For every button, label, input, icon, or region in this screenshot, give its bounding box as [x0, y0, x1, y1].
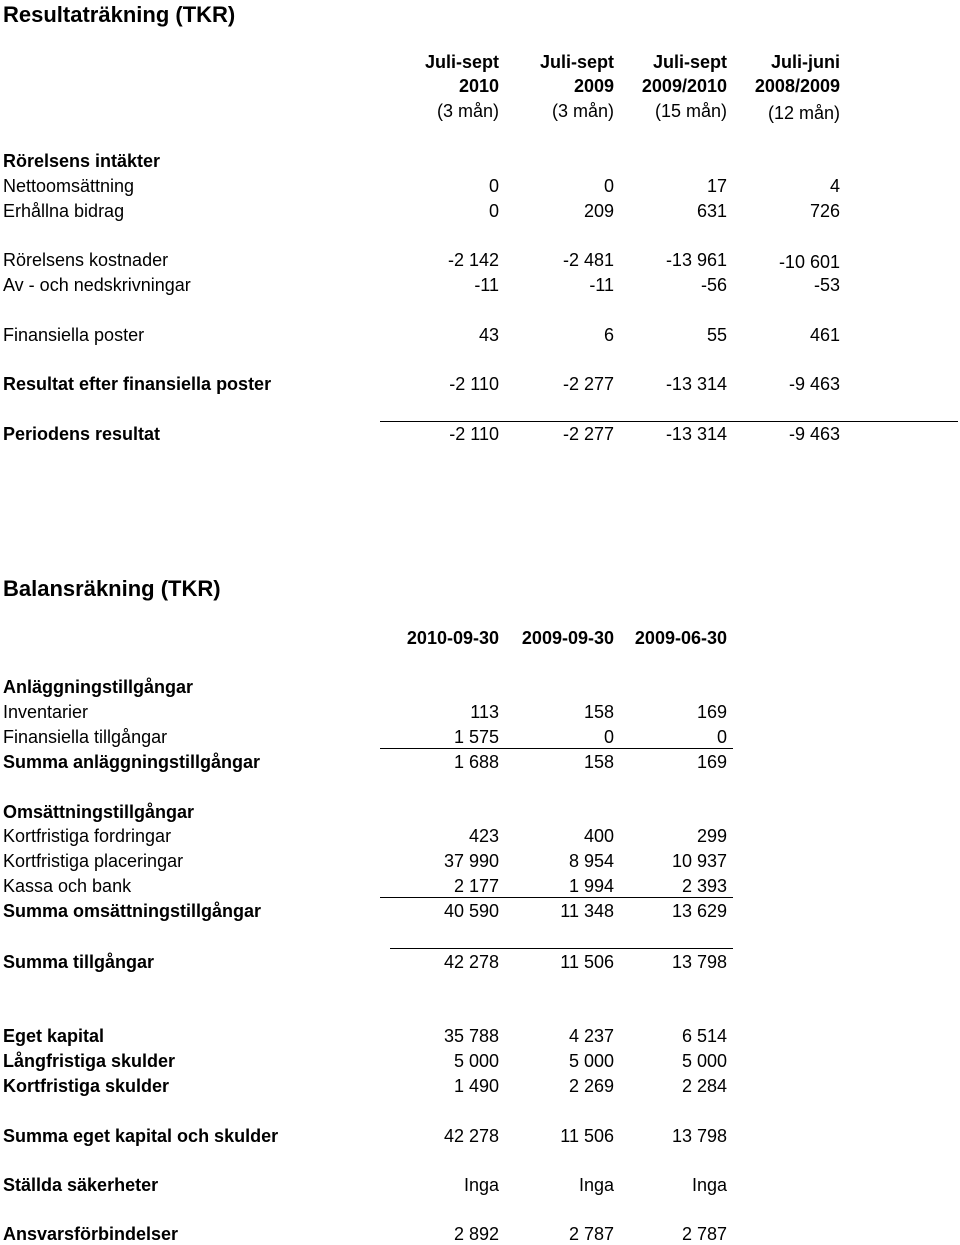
row-value: 1 994: [568, 876, 614, 896]
column-date: 2009-06-30: [634, 628, 727, 648]
row-value: -10 601: [778, 252, 840, 272]
section-label: Omsättningstillgångar: [3, 802, 195, 822]
row-value: 0: [488, 176, 499, 196]
row-value: Inga: [463, 1175, 499, 1195]
row-value: 169: [696, 702, 727, 722]
row-label: Finansiella tillgångar: [3, 727, 168, 747]
row-value: 55: [706, 325, 727, 345]
row-value: 0: [603, 176, 614, 196]
row-label: Kortfristiga skulder: [3, 1076, 170, 1096]
row-value: 1 490: [453, 1076, 499, 1096]
row-label: Summa tillgångar: [3, 952, 155, 972]
row-label: Resultat efter finansiella poster: [3, 374, 272, 394]
column-date: 2009-09-30: [521, 628, 614, 648]
row-value: -56: [700, 275, 727, 295]
row-label: Ställda säkerheter: [3, 1175, 159, 1195]
column-year: 2009/2010: [641, 76, 727, 96]
row-value: 11 506: [560, 952, 614, 972]
row-label: Kassa och bank: [3, 876, 132, 896]
row-label: Inventarier: [3, 702, 89, 722]
row-value: 423: [468, 826, 499, 846]
row-value: 400: [583, 826, 614, 846]
row-value: 2 177: [453, 876, 499, 896]
row-value: -11: [474, 275, 499, 295]
row-label: Summa omsättningstillgångar: [3, 901, 262, 921]
column-period: Juli-sept: [539, 52, 614, 72]
row-value: 5 000: [568, 1051, 614, 1071]
row-value: -13 961: [665, 250, 727, 270]
row-value: 11 506: [560, 1126, 614, 1146]
row-value: 42 278: [443, 1126, 499, 1146]
row-value: 169: [696, 752, 727, 772]
row-label: Kortfristiga placeringar: [3, 851, 184, 871]
total-rule: [380, 421, 958, 422]
row-value: -2 110: [449, 374, 499, 394]
row-value: -2 277: [562, 374, 614, 394]
subtotal-rule: [380, 748, 733, 749]
column-period: Juli-juni: [771, 52, 840, 72]
row-label: Eget kapital: [3, 1026, 105, 1046]
row-label: Ansvarsförbindelser: [3, 1224, 179, 1244]
section-label: Rörelsens intäkter: [3, 151, 161, 171]
row-value: -13 314: [665, 424, 727, 444]
row-value: 37 990: [443, 851, 499, 871]
row-label: Rörelsens kostnader: [3, 250, 169, 270]
row-value: 40 590: [443, 901, 499, 921]
row-value: 113: [470, 702, 499, 722]
row-value: 1 575: [453, 727, 499, 747]
row-value: -9 463: [788, 424, 840, 444]
column-year: 2010: [458, 76, 499, 96]
row-value: 0: [488, 201, 499, 221]
row-value: 8 954: [568, 851, 614, 871]
row-value: 2 269: [568, 1076, 614, 1096]
row-value: 43: [478, 325, 499, 345]
row-label: Summa eget kapital och skulder: [3, 1126, 279, 1146]
row-value: -2 277: [562, 424, 614, 444]
total-rule: [390, 948, 733, 949]
column-period: Juli-sept: [652, 52, 727, 72]
row-value: 13 798: [671, 1126, 727, 1146]
row-value: 4: [829, 176, 840, 196]
row-value: 6: [603, 325, 614, 345]
row-value: 1 688: [453, 752, 499, 772]
row-value: 6 514: [681, 1026, 727, 1046]
row-value: 2 393: [681, 876, 727, 896]
row-label: Finansiella poster: [3, 325, 145, 345]
row-value: -13 314: [665, 374, 727, 394]
column-duration: (12 mån): [767, 103, 840, 123]
row-value: -2 142: [447, 250, 499, 270]
row-value: 631: [696, 201, 727, 221]
row-value: -11: [589, 275, 614, 295]
row-value: 13 629: [671, 901, 727, 921]
row-value: 10 937: [671, 851, 727, 871]
row-label: Kortfristiga fordringar: [3, 826, 172, 846]
row-value: -2 110: [449, 424, 499, 444]
row-value: 209: [583, 201, 614, 221]
row-value: Inga: [691, 1175, 727, 1195]
row-value: 13 798: [671, 952, 727, 972]
row-label: Erhållna bidrag: [3, 201, 125, 221]
subtotal-rule: [380, 897, 733, 898]
row-value: 0: [716, 727, 727, 747]
column-year: 2008/2009: [754, 76, 840, 96]
row-label: Långfristiga skulder: [3, 1051, 176, 1071]
column-date: 2010-09-30: [406, 628, 499, 648]
column-duration: (15 mån): [654, 101, 727, 121]
row-value: 2 787: [681, 1224, 727, 1244]
row-value: -9 463: [788, 374, 840, 394]
row-value: Inga: [578, 1175, 614, 1195]
row-value: 2 787: [568, 1224, 614, 1244]
row-value: 2 284: [681, 1076, 727, 1096]
row-value: 11 348: [560, 901, 614, 921]
row-label: Nettoomsättning: [3, 176, 135, 196]
row-value: -2 481: [562, 250, 614, 270]
row-value: 158: [583, 752, 614, 772]
row-value: -53: [813, 275, 840, 295]
row-value: 42 278: [443, 952, 499, 972]
row-label: Summa anläggningstillgångar: [3, 752, 261, 772]
row-value: 4 237: [568, 1026, 614, 1046]
balance-sheet-title: Balansräkning (TKR): [3, 576, 221, 601]
income-statement-title: Resultaträkning (TKR): [3, 2, 236, 27]
row-value: 35 788: [443, 1026, 499, 1046]
column-duration: (3 mån): [436, 101, 499, 121]
row-value: 2 892: [453, 1224, 499, 1244]
row-value: 461: [809, 325, 840, 345]
column-period: Juli-sept: [424, 52, 499, 72]
section-label: Anläggningstillgångar: [3, 677, 194, 697]
row-value: 0: [603, 727, 614, 747]
row-value: 726: [809, 201, 840, 221]
row-value: 5 000: [453, 1051, 499, 1071]
row-label: Periodens resultat: [3, 424, 161, 444]
row-value: 5 000: [681, 1051, 727, 1071]
row-value: 158: [583, 702, 614, 722]
column-duration: (3 mån): [551, 101, 614, 121]
row-value: 17: [706, 176, 727, 196]
column-year: 2009: [573, 76, 614, 96]
row-label: Av - och nedskrivningar: [3, 275, 191, 295]
row-value: 299: [696, 826, 727, 846]
